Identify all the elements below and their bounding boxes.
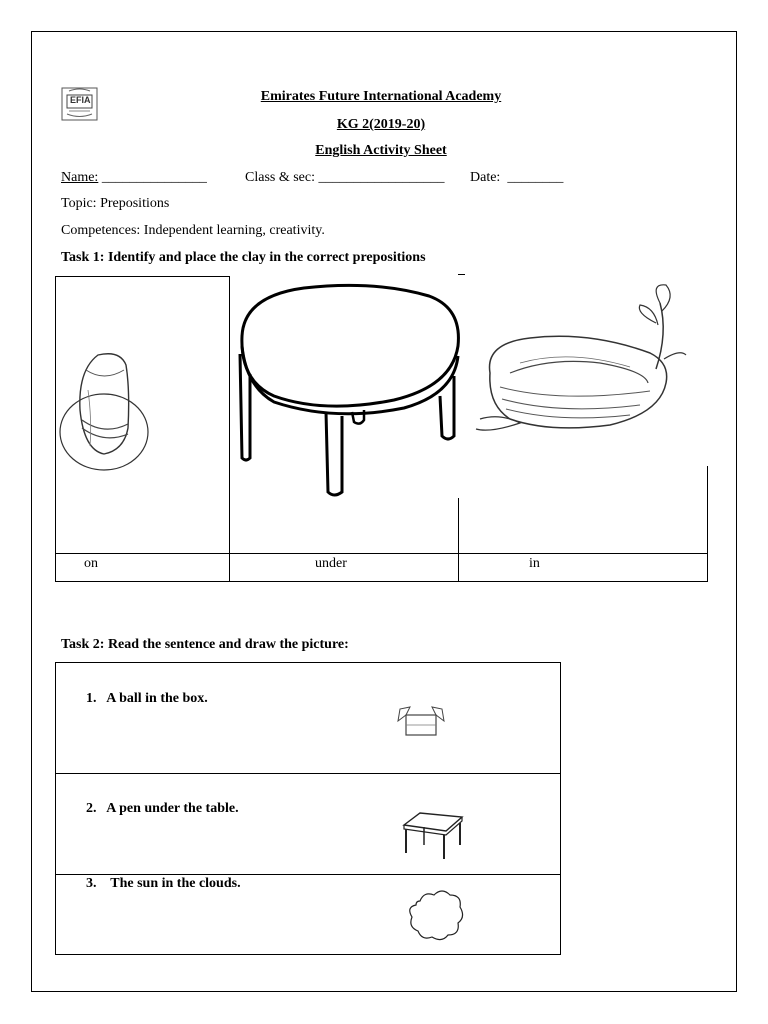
name-blank: _______________ [98, 170, 207, 185]
label-on: on [84, 556, 98, 571]
competences-line: Competences: Independent learning, creativity. [61, 223, 325, 238]
label-in: in [529, 556, 540, 571]
sheet-title: English Activity Sheet [315, 143, 447, 158]
nest-picture [470, 283, 695, 466]
date-field: Date: ________ [470, 170, 564, 185]
table-picture [234, 276, 462, 506]
label-under: under [315, 556, 347, 571]
class-field: Class & sec: __________________ [245, 170, 445, 185]
logo-text: EFIA [70, 95, 91, 105]
task2-table [55, 662, 561, 955]
school-title: Emirates Future International Academy [260, 89, 502, 104]
task1-heading: Task 1: Identify and place the clay in the correct prepositions [61, 250, 426, 265]
task2-item-2: 2. A pen under the table. [86, 801, 239, 816]
grade-title: KG 2(2019-20) [336, 117, 426, 132]
name-field [61, 170, 207, 186]
name-label: Name: [61, 170, 99, 185]
box-picture [390, 703, 450, 744]
task2-item-1: 1. A ball in the box. [86, 691, 208, 706]
task2-heading: Task 2: Read the sentence and draw the picture: [61, 637, 349, 652]
small-table-picture [400, 809, 464, 866]
task2-item-3: 3. The sun in the clouds. [86, 876, 241, 891]
cloud-picture [406, 887, 466, 948]
hat-picture [58, 350, 158, 480]
topic-line: Topic: Prepositions [61, 196, 170, 211]
